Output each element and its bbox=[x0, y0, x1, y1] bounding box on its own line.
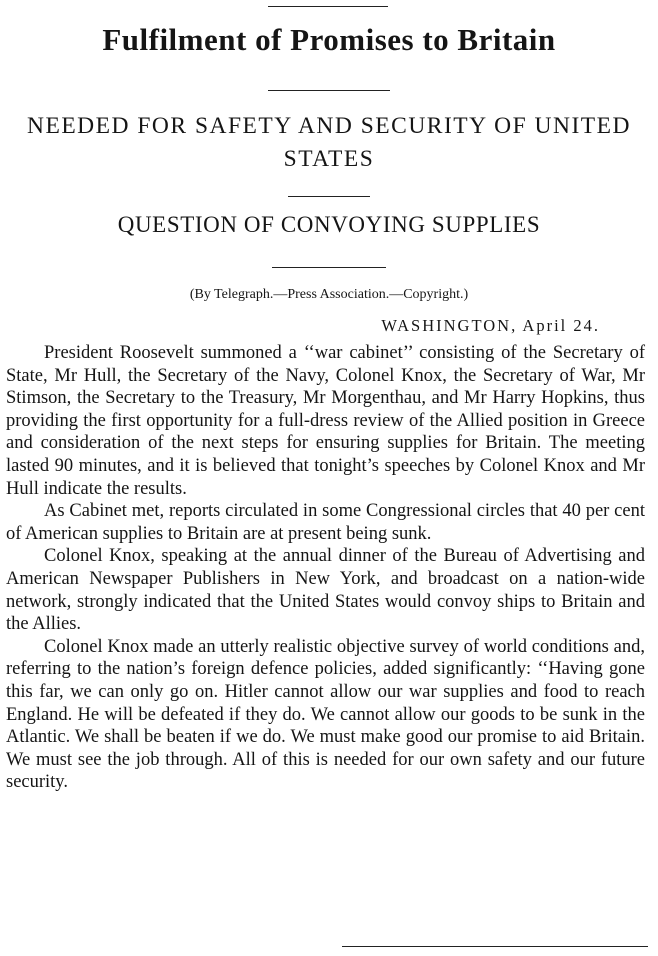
wire-credit: (By Telegraph.—Press Association.—Copyright.) bbox=[189, 287, 469, 302]
section-rule bbox=[272, 267, 386, 268]
paragraph: President Roosevelt summoned a ‘‘war cabinet’’ consisting of the Secretary of State, Mr Hull, the Secretary of the Navy, Colonel Knox, the Secretary of War, Mr Stimson, the Secretary to the Treasury, Mr Morgenthau, and Mr Harry Hopkins, thus providing the first opportunity for a full-dress review of the Allied position in Greece and consideration of the next steps for ensuring supplies for Britain. The meeting lasted 90 minutes, and it is believed that tonight’s speeches by Colonel Knox and Mr Hull indicate the results. bbox=[6, 343, 645, 499]
headline: Fulfilment of Promises to Britain bbox=[102, 22, 556, 57]
subheading-secondary: QUESTION OF CONVOYING SUPPLIES bbox=[117, 212, 541, 237]
subheading-primary: NEEDED FOR SAFETY AND SECURITY OF UNITED STATES bbox=[27, 113, 631, 172]
article-body bbox=[6, 342, 645, 794]
paragraph: Colonel Knox, speaking at the annual dinner of the Bureau of Advertising and American Newspaper Publishers in New York, and broadcast on a nation-wide network, strongly indicated that the United States would convoy ships to Britain and the Allies. bbox=[6, 546, 645, 635]
subheading-rule bbox=[288, 196, 370, 197]
paragraph: As Cabinet met, reports circulated in some Congressional circles that 40 per cent of American supplies to Britain are at present being sunk. bbox=[6, 501, 645, 544]
top-rule bbox=[268, 6, 388, 7]
paragraph: Colonel Knox made an utterly realistic objective survey of world conditions and, referring to the nation’s foreign defence policies, added significantly: ‘‘Having gone this far, we can only go on. Hitler cannot allow our war supplies and food to reach England. He will be defeated if they do. We cannot allow our goods to be sunk in the Atlantic. We shall be beaten if we do. We must make good our promise to aid Britain. We must see the job through. All of this is needed for our own safety and our future security. bbox=[6, 636, 645, 793]
headline-rule bbox=[268, 90, 390, 91]
bottom-rule bbox=[342, 946, 648, 947]
dateline: WASHINGTON, April 24. bbox=[381, 316, 600, 335]
